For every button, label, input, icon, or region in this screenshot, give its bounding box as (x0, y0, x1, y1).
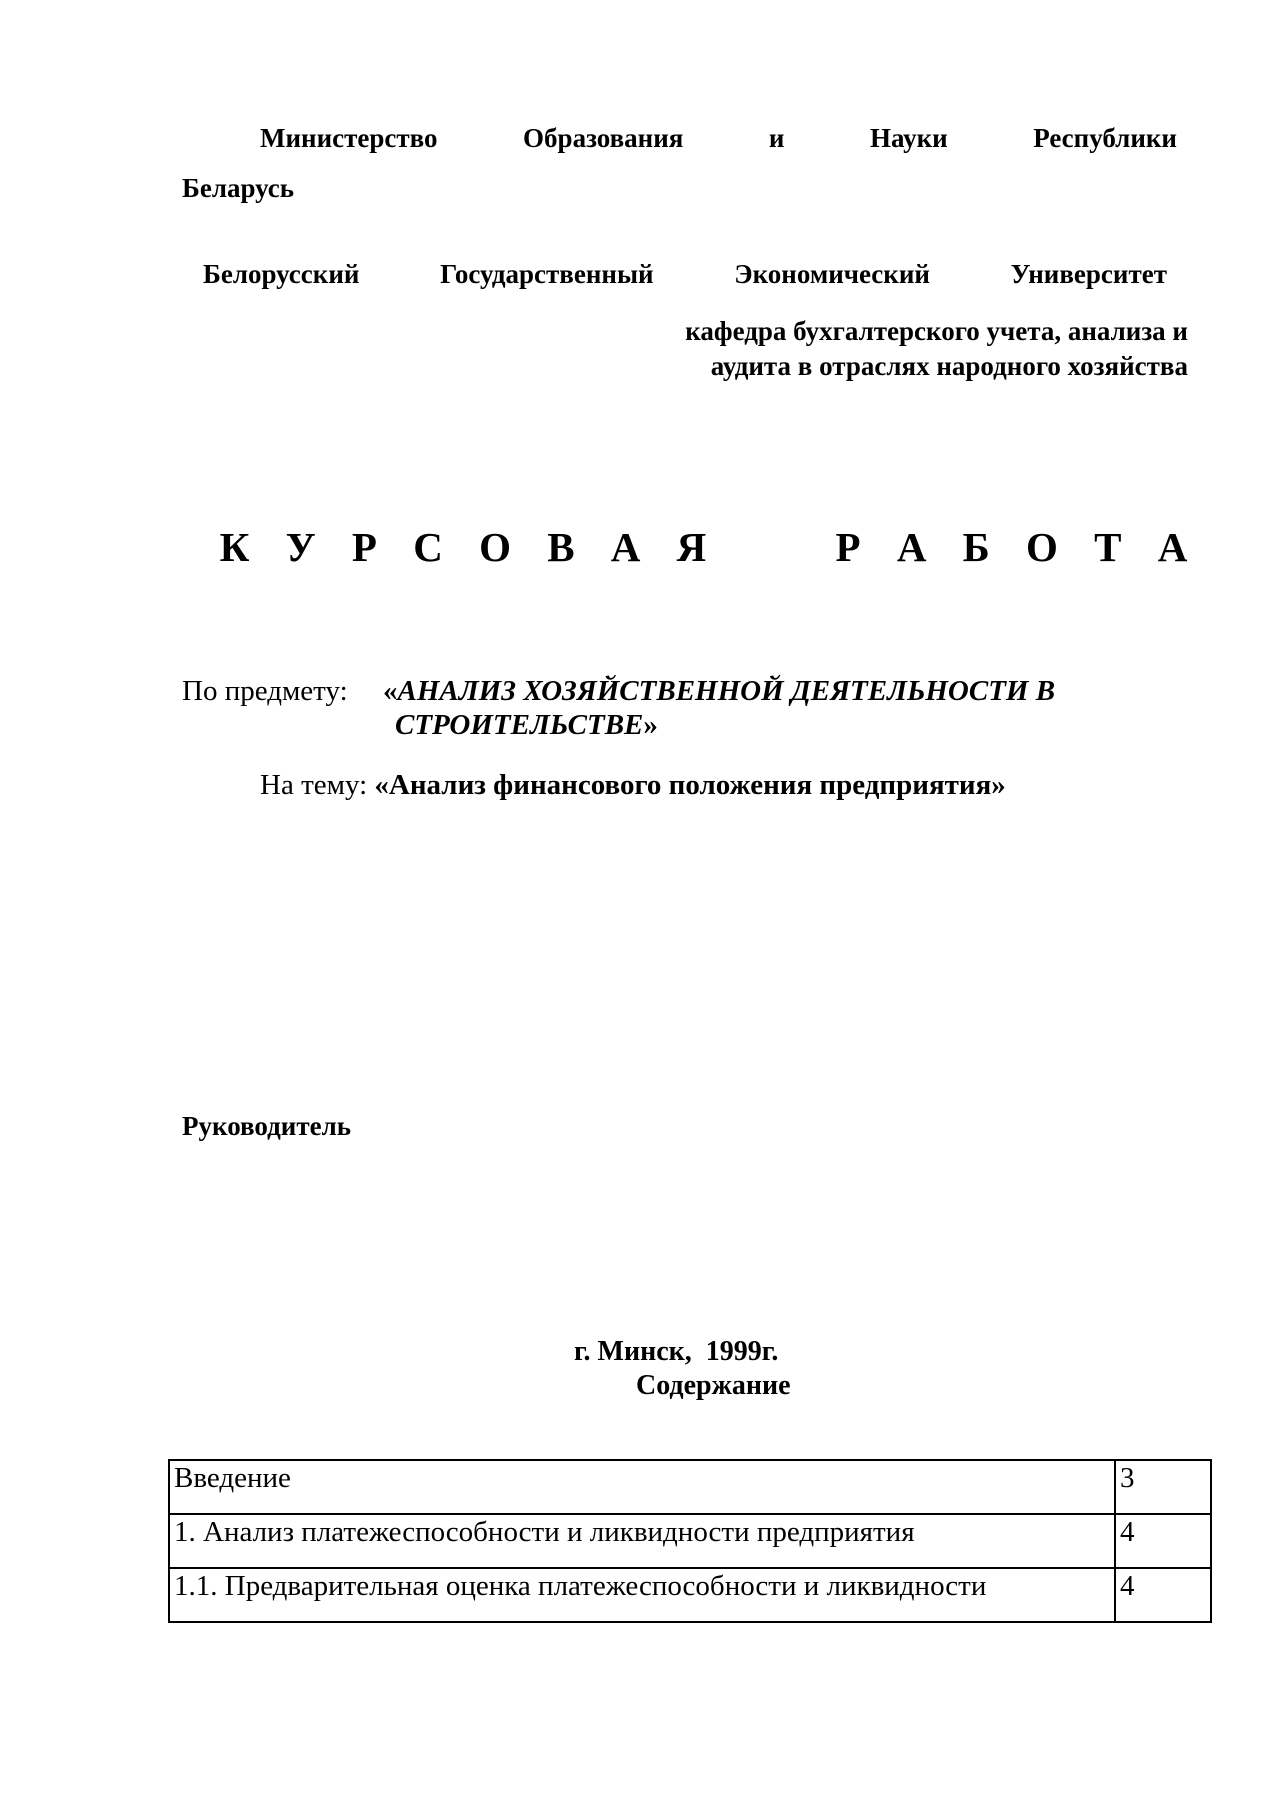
ministry-country: Беларусь (182, 173, 295, 203)
subject-text-1: АНАЛИЗ ХОЗЯЙСТВЕННОЙ ДЕЯТЕЛЬНОСТИ В (397, 675, 1056, 707)
toc-entry-title: Введение (169, 1460, 1115, 1514)
table-of-contents (168, 1459, 1212, 1623)
table-row (169, 1460, 1211, 1514)
subject-value-line-2 (383, 708, 1163, 742)
ministry-word: и (768, 123, 785, 153)
subject-value-line-1 (383, 674, 1163, 708)
ministry-word: Министерство (260, 123, 438, 153)
subject-close-quote: » (643, 709, 658, 741)
table-row (169, 1568, 1211, 1622)
topic-value: «Анализ финансового положения предприятия» (374, 769, 1006, 801)
university-word: Университет (1010, 259, 1167, 289)
department-line-1: кафедра бухгалтерского учета, анализа и (685, 316, 1188, 346)
ministry-word: Науки (869, 123, 948, 153)
subject-value (383, 674, 1163, 742)
document-title: К У Р С О В А Я Р А Б О Т А (219, 524, 1201, 570)
toc-entry-page: 3 (1115, 1460, 1211, 1514)
subject-text-2: СТРОИТЕЛЬСТВЕ (395, 709, 644, 741)
ministry-word: Республики (1033, 123, 1177, 153)
toc-entry-title: 1. Анализ платежеспособности и ликвидности предприятия (169, 1514, 1115, 1568)
toc-entry-title: 1.1. Предварительная оценка платежеспособности и ликвидности (169, 1568, 1115, 1622)
department-line-2: аудита в отраслях народного хозяйства (710, 351, 1188, 381)
toc-entry-page: 4 (1115, 1514, 1211, 1568)
city-year: г. Минск, 1999г. (574, 1336, 779, 1367)
ministry-word: Образования (523, 123, 684, 153)
subject-label: По предмету: (182, 675, 348, 707)
university-word: Государственный (440, 259, 654, 289)
toc-entry-page: 4 (1115, 1568, 1211, 1622)
university-word: Белорусский (203, 259, 360, 289)
table-row (169, 1514, 1211, 1568)
topic-label: На тему: (260, 769, 368, 801)
subject-open-quote: « (383, 675, 398, 707)
ministry-line (260, 122, 1177, 154)
university-line (203, 258, 1167, 290)
department-block (560, 314, 1188, 384)
contents-title: Содержание (636, 1370, 791, 1401)
topic-line (260, 768, 1006, 802)
university-word: Экономический (734, 259, 930, 289)
supervisor-label: Руководитель (182, 1111, 352, 1141)
